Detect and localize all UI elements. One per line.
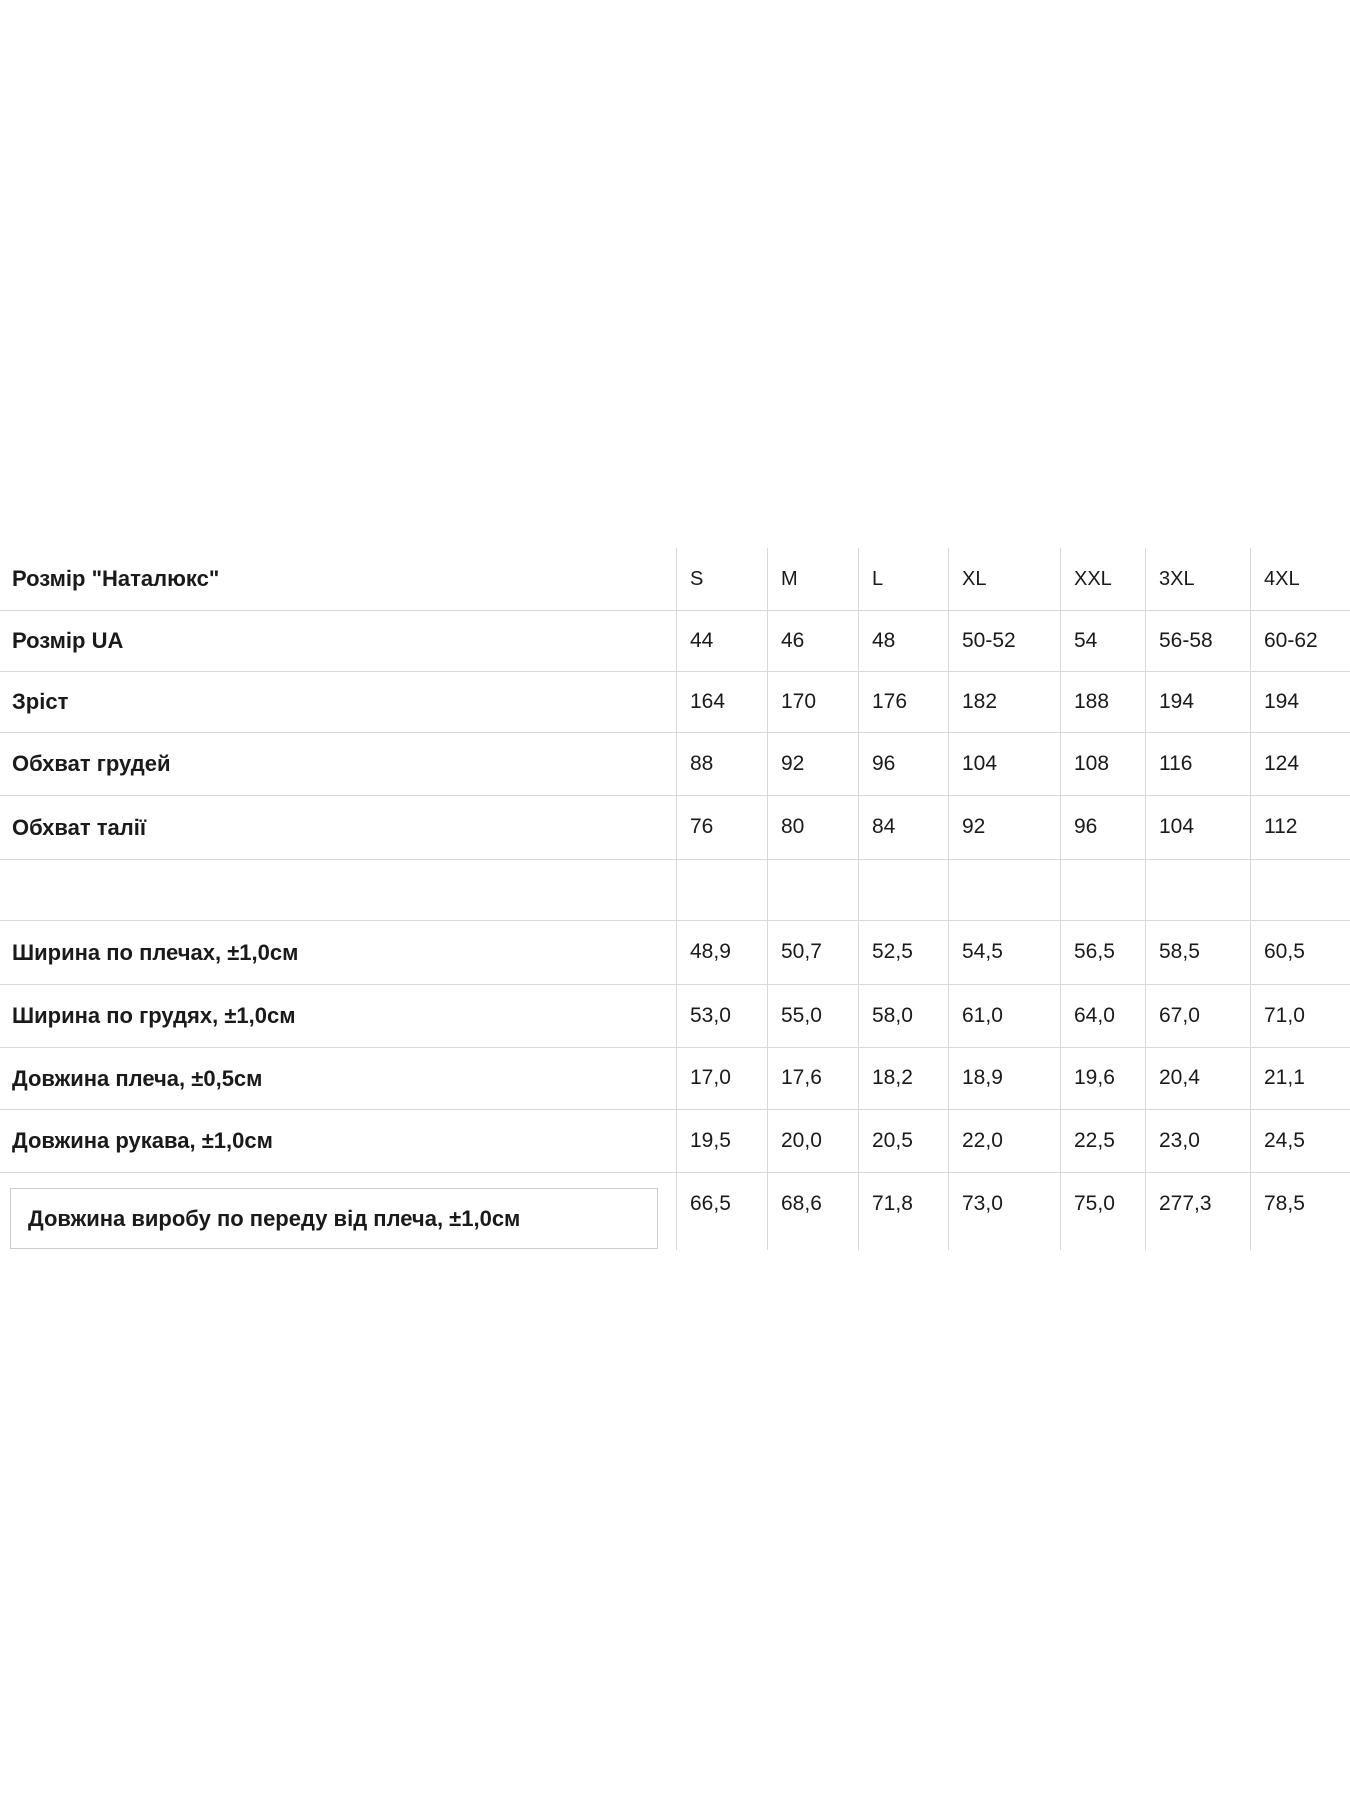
value-cell: 24,5 [1250, 1110, 1350, 1172]
row-label-cell: Довжина рукава, ±1,0см [12, 1128, 273, 1154]
value-cell [858, 860, 948, 920]
value-cell: 53,0 [676, 985, 767, 1047]
value-cell: 23,0 [1145, 1110, 1250, 1172]
value-cell: 21,1 [1250, 1048, 1350, 1109]
value-cell: 67,0 [1145, 985, 1250, 1047]
table-row [0, 796, 1350, 860]
table-row [0, 921, 1350, 985]
value-cell: 48,9 [676, 921, 767, 984]
size-header-cell-3xl: 3XL [1145, 548, 1250, 610]
value-cell: 124 [1250, 733, 1350, 795]
value-cell: 78,5 [1250, 1173, 1350, 1250]
value-cell: 176 [858, 672, 948, 732]
size-header-cell-l: L [858, 548, 948, 610]
value-cell: 55,0 [767, 985, 858, 1047]
value-cell: 170 [767, 672, 858, 732]
value-cell: 46 [767, 611, 858, 671]
row-label-cell [0, 1173, 676, 1250]
table-row [0, 1173, 1350, 1250]
value-cell: 92 [948, 796, 1060, 859]
value-cell: 22,0 [948, 1110, 1060, 1172]
table-row [0, 672, 1350, 733]
size-header-cell-m: M [767, 548, 858, 610]
size-header-cell-xl: XL [948, 548, 1060, 610]
value-cell [1250, 860, 1350, 920]
value-cell: 64,0 [1060, 985, 1145, 1047]
value-cell: 44 [676, 611, 767, 671]
row-label-cell: Ширина по грудях, ±1,0см [12, 1003, 296, 1029]
value-cell: 52,5 [858, 921, 948, 984]
value-cell: 68,6 [767, 1173, 858, 1250]
table-row [0, 985, 1350, 1048]
row-label-cell: Довжина плеча, ±0,5см [12, 1065, 263, 1091]
value-cell: 50-52 [948, 611, 1060, 671]
value-cell: 22,5 [1060, 1110, 1145, 1172]
value-cell: 58,0 [858, 985, 948, 1047]
value-cell: 194 [1250, 672, 1350, 732]
size-chart-table [0, 548, 1350, 1250]
value-cell: 19,6 [1060, 1048, 1145, 1109]
size-header-cell-s: S [676, 548, 767, 610]
value-cell: 104 [948, 733, 1060, 795]
value-cell: 188 [1060, 672, 1145, 732]
value-cell: 56-58 [1145, 611, 1250, 671]
value-cell: 75,0 [1060, 1173, 1145, 1250]
value-cell: 50,7 [767, 921, 858, 984]
table-row [0, 1048, 1350, 1110]
value-cell: 182 [948, 672, 1060, 732]
value-cell [948, 860, 1060, 920]
value-cell: 71,0 [1250, 985, 1350, 1047]
row-label-cell: Обхват грудей [12, 751, 171, 777]
table-row [0, 860, 1350, 921]
value-cell: 48 [858, 611, 948, 671]
value-cell: 96 [1060, 796, 1145, 859]
table-row [0, 611, 1350, 672]
value-cell: 60,5 [1250, 921, 1350, 984]
row-label-cell [0, 860, 676, 920]
value-cell: 20,5 [858, 1110, 948, 1172]
value-cell: 18,9 [948, 1048, 1060, 1109]
value-cell: 54 [1060, 611, 1145, 671]
value-cell: 71,8 [858, 1173, 948, 1250]
row-label-cell: Зріст [12, 689, 69, 715]
value-cell: 164 [676, 672, 767, 732]
table-body [0, 611, 1350, 1250]
value-cell: 96 [858, 733, 948, 795]
value-cell [676, 860, 767, 920]
value-cell: 80 [767, 796, 858, 859]
row-label-box: Довжина виробу по переду від плеча, ±1,0см [10, 1188, 658, 1249]
value-cell: 112 [1250, 796, 1350, 859]
table-row [0, 733, 1350, 796]
value-cell: 76 [676, 796, 767, 859]
table-header-row [0, 548, 1350, 611]
table-title: Розмір "Наталюкс" [12, 566, 220, 592]
value-cell: 54,5 [948, 921, 1060, 984]
value-cell: 277,3 [1145, 1173, 1250, 1250]
size-header-cell-xxl: XXL [1060, 548, 1145, 610]
value-cell: 17,0 [676, 1048, 767, 1109]
row-label-cell: Розмір UA [12, 628, 124, 654]
value-cell: 194 [1145, 672, 1250, 732]
value-cell: 17,6 [767, 1048, 858, 1109]
value-cell: 20,4 [1145, 1048, 1250, 1109]
value-cell: 56,5 [1060, 921, 1145, 984]
value-cell: 88 [676, 733, 767, 795]
value-cell: 116 [1145, 733, 1250, 795]
table-row [0, 1110, 1350, 1173]
value-cell [1060, 860, 1145, 920]
value-cell [767, 860, 858, 920]
value-cell: 92 [767, 733, 858, 795]
value-cell: 108 [1060, 733, 1145, 795]
value-cell: 66,5 [676, 1173, 767, 1250]
value-cell: 84 [858, 796, 948, 859]
value-cell: 60-62 [1250, 611, 1350, 671]
value-cell: 73,0 [948, 1173, 1060, 1250]
value-cell: 58,5 [1145, 921, 1250, 984]
value-cell: 19,5 [676, 1110, 767, 1172]
value-cell: 61,0 [948, 985, 1060, 1047]
size-header-cell-4xl: 4XL [1250, 548, 1350, 610]
value-cell: 18,2 [858, 1048, 948, 1109]
value-cell: 20,0 [767, 1110, 858, 1172]
row-label-cell: Обхват талії [12, 814, 147, 840]
row-label-cell: Ширина по плечах, ±1,0см [12, 939, 299, 965]
value-cell [1145, 860, 1250, 920]
value-cell: 104 [1145, 796, 1250, 859]
